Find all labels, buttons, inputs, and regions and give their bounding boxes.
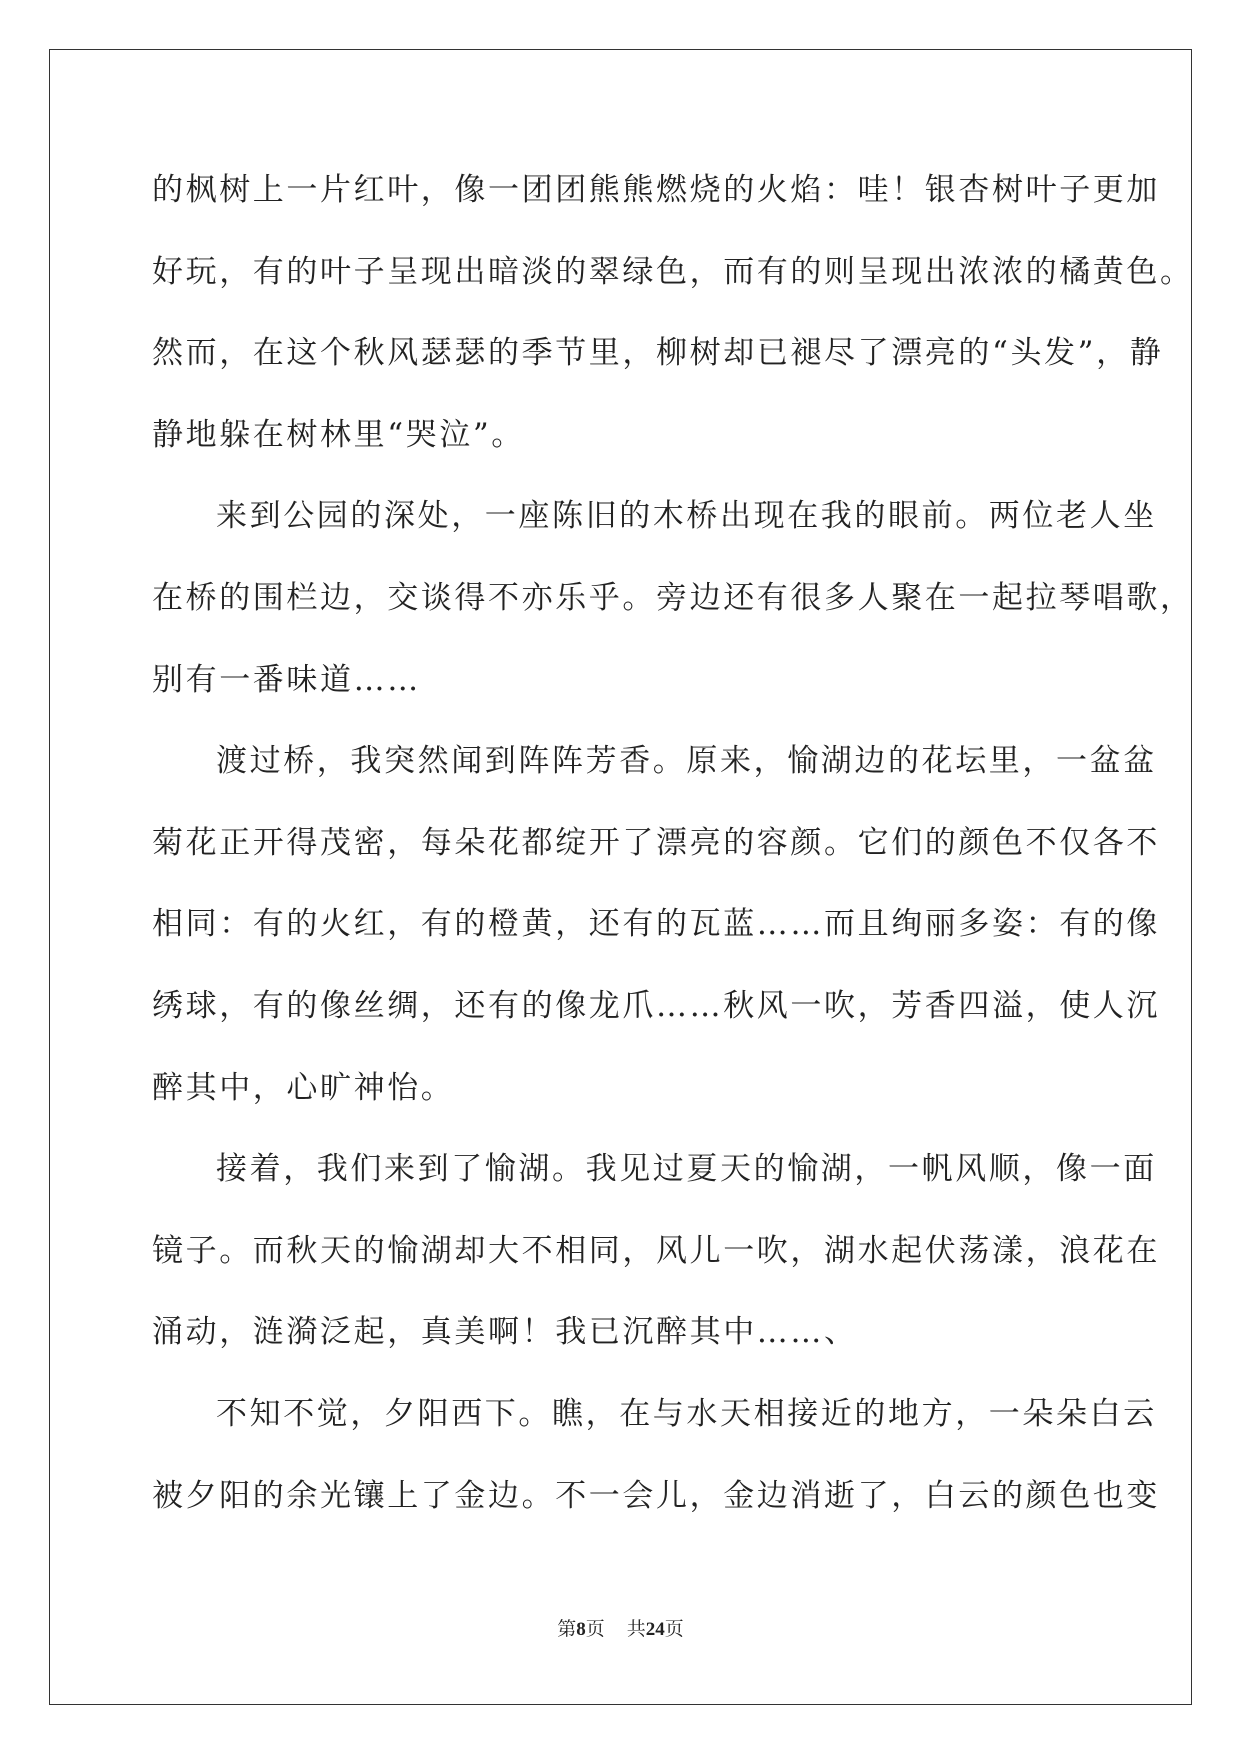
text-line: 镜子。而秋天的愉湖却大不相同，风儿一吹，湖水起伏荡漾，浪花在 [152,1232,1160,1269]
text-line: 醉其中，心旷神怡。 [152,1069,455,1106]
page-suffix: 页 [585,1619,605,1640]
text-line: 别有一番味道…… [152,661,421,698]
page-number: 8 [576,1619,586,1640]
document-body [152,163,1194,1550]
page-prefix: 第 [557,1619,577,1640]
text-line: 静地躲在树林里“哭泣”。 [152,416,525,453]
text-line: 被夕阳的余光镶上了金边。不一会儿，金边消逝了，白云的颜色也变 [152,1477,1160,1514]
text-line: 好玩，有的叶子呈现出暗淡的翠绿色，而有的则呈现出浓浓的橘黄色。 [152,253,1194,290]
total-prefix: 共 [626,1619,646,1640]
text-line: 来到公园的深处，一座陈旧的木桥出现在我的眼前。两位老人坐 [216,498,1157,535]
text-line: 相同：有的火红，有的橙黄，还有的瓦蓝……而且绚丽多姿：有的像 [152,906,1160,943]
text-line: 菊花正开得茂密，每朵花都绽开了漂亮的容颜。它们的颜色不仅各不 [152,824,1160,861]
text-line: 绣球，有的像丝绸，还有的像龙爪……秋风一吹，芳香四溢，使人沉 [152,987,1160,1024]
total-suffix: 页 [664,1619,684,1640]
text-line: 接着，我们来到了愉湖。我见过夏天的愉湖，一帆风顺，像一面 [216,1151,1157,1188]
text-line: 渡过桥，我突然闻到阵阵芳香。原来，愉湖边的花坛里，一盆盆 [216,743,1157,780]
total-pages: 24 [645,1619,665,1640]
text-line: 涌动，涟漪泛起，真美啊！我已沉醉其中……、 [152,1314,858,1351]
text-line: 然而，在这个秋风瑟瑟的季节里，柳树却已褪尽了漂亮的“头发”，静 [152,335,1164,372]
page-footer [0,1614,1241,1641]
text-line: 不知不觉，夕阳西下。瞧，在与水天相接近的地方，一朵朵白云 [216,1395,1157,1432]
text-line: 在桥的围栏边，交谈得不亦乐乎。旁边还有很多人聚在一起拉琴唱歌， [152,579,1194,616]
text-line: 的枫树上一片红叶，像一团团熊熊燃烧的火焰：哇！银杏树叶子更加 [152,172,1160,208]
